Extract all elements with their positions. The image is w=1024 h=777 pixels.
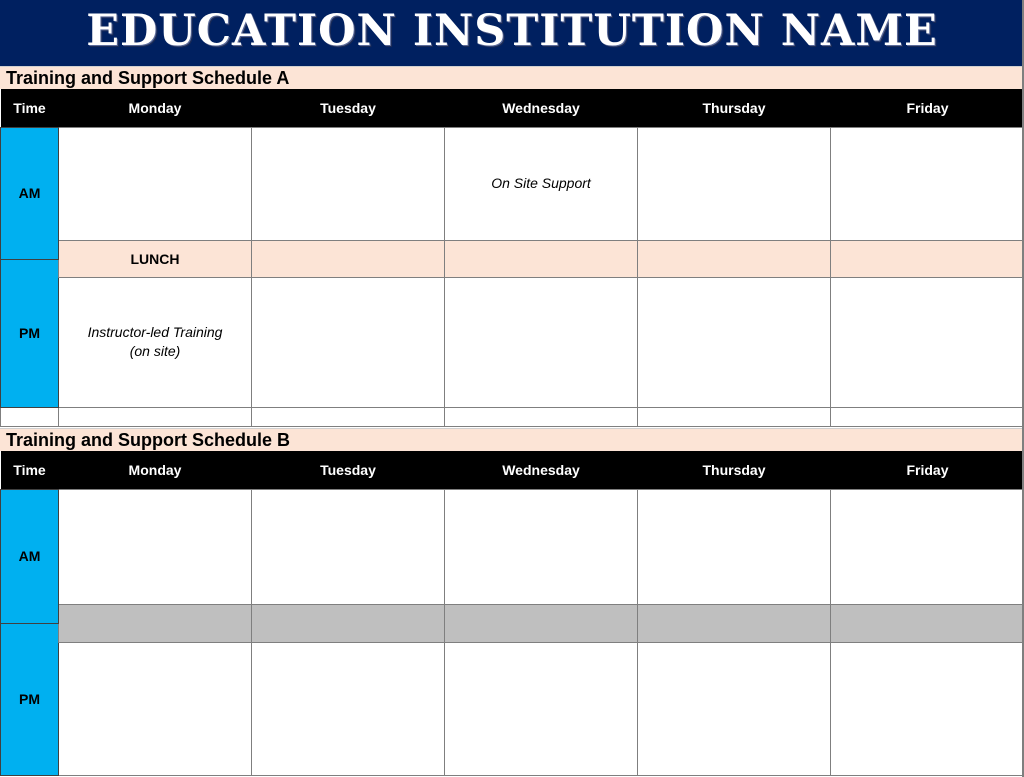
schedule-b-lunch-wednesday[interactable]	[445, 604, 638, 642]
spacer-cell	[1, 407, 59, 426]
schedule-a-lunch-wednesday[interactable]	[445, 240, 638, 277]
schedule-b-pm-wednesday[interactable]	[445, 642, 638, 775]
schedule-b-am-wednesday[interactable]	[445, 489, 638, 604]
schedule-b-lunch-thursday[interactable]	[638, 604, 831, 642]
schedule-a-am-row	[1, 127, 1024, 240]
time-header[interactable]: Time	[1, 451, 59, 489]
schedule-b-pm-tuesday[interactable]	[252, 642, 445, 775]
schedule-b-am-row	[1, 489, 1024, 604]
schedule-b-lunch-row-top	[1, 604, 1024, 623]
institution-name[interactable]: EDUCATION INSTITUTION NAME	[86, 6, 938, 56]
schedule-a-title[interactable]: Training and Support Schedule A	[0, 66, 1024, 89]
schedule-a-am-wednesday[interactable]: On Site Support	[445, 127, 638, 240]
schedule-a-pm-row	[1, 277, 1024, 407]
schedule-b-header-row	[1, 451, 1024, 489]
day-header-thursday[interactable]: Thursday	[638, 89, 831, 127]
schedule-a-pm-monday[interactable]	[59, 277, 252, 407]
schedule-a-pm-tuesday[interactable]	[252, 277, 445, 407]
day-header-monday[interactable]: Monday	[59, 451, 252, 489]
schedule-b-am-thursday[interactable]	[638, 489, 831, 604]
day-header-wednesday[interactable]: Wednesday	[445, 89, 638, 127]
day-header-monday[interactable]: Monday	[59, 89, 252, 127]
spacer-cell	[252, 407, 445, 426]
schedule-b-lunch-tuesday[interactable]	[252, 604, 445, 642]
schedule-b-lunch-monday[interactable]	[59, 604, 252, 642]
schedule-a-am-tuesday[interactable]	[252, 127, 445, 240]
schedule-a-am-thursday[interactable]	[638, 127, 831, 240]
spacer-cell	[638, 407, 831, 426]
schedule-b-lunch-friday[interactable]	[831, 604, 1024, 642]
schedule-a-am-friday[interactable]	[831, 127, 1024, 240]
spacer-row	[1, 407, 1024, 426]
schedule-a-am-monday[interactable]	[59, 127, 252, 240]
schedule-a-lunch-friday[interactable]	[831, 240, 1024, 277]
schedule-b-pm-row	[1, 642, 1024, 775]
schedule-b-pm-monday[interactable]	[59, 642, 252, 775]
schedule-a-pm-wednesday[interactable]	[445, 277, 638, 407]
day-header-thursday[interactable]: Thursday	[638, 451, 831, 489]
schedule-b-am-monday[interactable]	[59, 489, 252, 604]
schedule-b-pm-thursday[interactable]	[638, 642, 831, 775]
day-header-friday[interactable]: Friday	[831, 451, 1024, 489]
schedule-a-header-row	[1, 89, 1024, 127]
schedule-a-table	[0, 89, 1024, 427]
day-header-tuesday[interactable]: Tuesday	[252, 89, 445, 127]
schedule-a-pm-label[interactable]: PM	[1, 259, 59, 407]
schedule-a-lunch-monday[interactable]: LUNCH	[59, 240, 252, 277]
schedule-a-am-label[interactable]: AM	[1, 127, 59, 259]
spacer-cell	[59, 407, 252, 426]
schedule-a-pm-friday[interactable]	[831, 277, 1024, 407]
time-header[interactable]: Time	[1, 89, 59, 127]
schedule-b-pm-label[interactable]: PM	[1, 623, 59, 775]
schedule-a-lunch-tuesday[interactable]	[252, 240, 445, 277]
schedule-b-am-label[interactable]: AM	[1, 489, 59, 623]
schedule-a-pm-thursday[interactable]	[638, 277, 831, 407]
day-header-friday[interactable]: Friday	[831, 89, 1024, 127]
schedule-b-pm-friday[interactable]	[831, 642, 1024, 775]
spacer-cell	[831, 407, 1024, 426]
schedule-a-pm-monday-line1: Instructor-led Training	[87, 324, 223, 340]
schedule-b-am-friday[interactable]	[831, 489, 1024, 604]
schedule-a-lunch-thursday[interactable]	[638, 240, 831, 277]
schedule-a-lunch-row-top	[1, 240, 1024, 259]
schedule-b-title[interactable]: Training and Support Schedule B	[0, 428, 1024, 451]
spacer-cell	[445, 407, 638, 426]
schedule-b-table	[0, 451, 1024, 776]
day-header-wednesday[interactable]: Wednesday	[445, 451, 638, 489]
schedule-b-am-tuesday[interactable]	[252, 489, 445, 604]
day-header-tuesday[interactable]: Tuesday	[252, 451, 445, 489]
schedule-a-pm-monday-line2: (on site)	[129, 343, 181, 359]
institution-banner	[0, 0, 1024, 66]
